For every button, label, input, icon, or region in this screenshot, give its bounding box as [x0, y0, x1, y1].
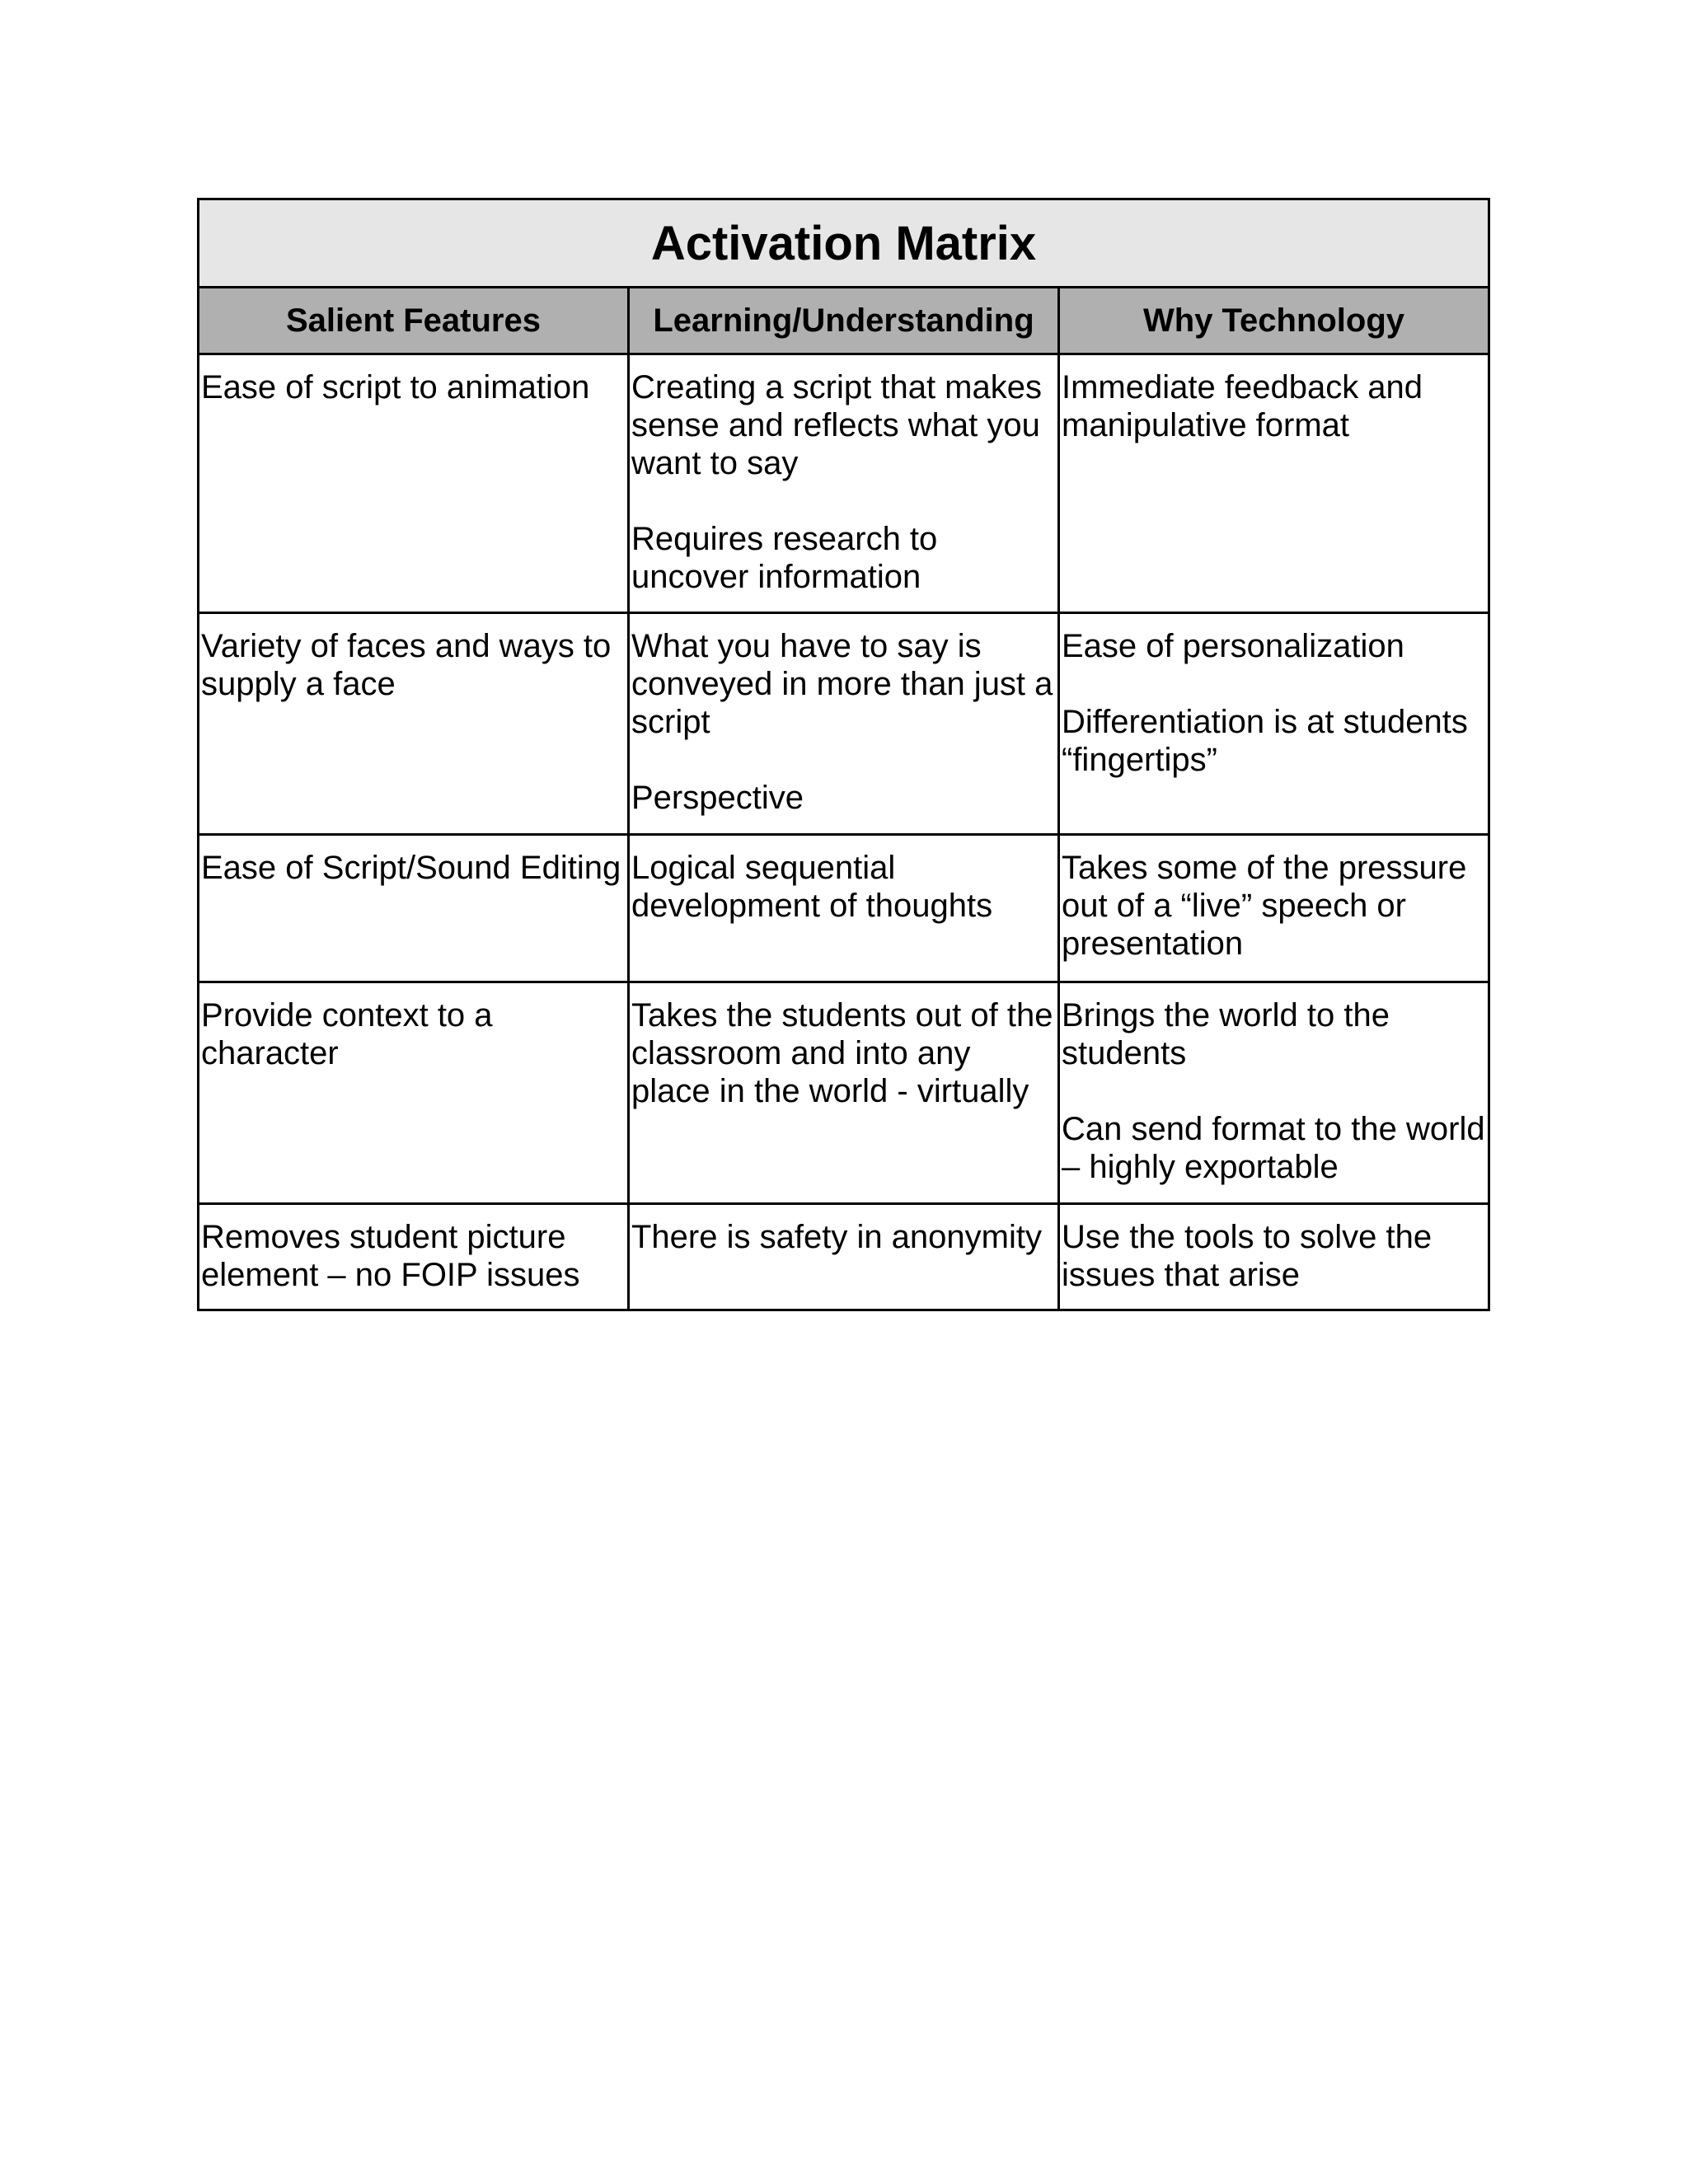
cell-text: Use the tools to solve the issues that arise — [1062, 1219, 1432, 1293]
salient-cell — [199, 982, 629, 1204]
cell-text: Can send format to the world – highly exportable — [1062, 1111, 1485, 1185]
why-cell — [1059, 613, 1489, 835]
why-cell — [1059, 835, 1489, 982]
why-cell — [1059, 1204, 1489, 1310]
salient-cell — [199, 354, 629, 613]
cell-text: Removes student picture element – no FOIP issues — [201, 1219, 580, 1293]
cell-text: Immediate feedback and manipulative format — [1062, 369, 1423, 443]
why-cell — [1059, 354, 1489, 613]
why-cell — [1059, 982, 1489, 1204]
header-salient-features: Salient Features — [199, 288, 629, 354]
cell-text: Variety of faces and ways to supply a face — [201, 628, 612, 702]
salient-cell — [199, 1204, 629, 1310]
header-learning-understanding: Learning/Understanding — [629, 288, 1059, 354]
table-row — [199, 613, 1489, 835]
table-row — [199, 835, 1489, 982]
title-row — [199, 199, 1489, 288]
cell-text: Takes some of the pressure out of a “live” speech or presentation — [1062, 850, 1467, 962]
cell-text: Takes the students out of the classroom and into any place in the world - virtually — [631, 997, 1053, 1109]
learning-cell — [629, 354, 1059, 613]
cell-text: Brings the world to the students — [1062, 997, 1390, 1071]
cell-text: Logical sequential development of thoughts — [631, 850, 993, 924]
header-row — [199, 288, 1489, 354]
matrix-title: Activation Matrix — [199, 199, 1489, 288]
cell-text: Ease of Script/Sound Editing — [201, 850, 621, 886]
cell-text: Ease of personalization — [1062, 628, 1404, 664]
learning-cell — [629, 613, 1059, 835]
activation-matrix-table — [197, 198, 1490, 1311]
cell-text: There is safety in anonymity — [631, 1219, 1042, 1255]
learning-cell — [629, 1204, 1059, 1310]
learning-cell — [629, 982, 1059, 1204]
cell-text: What you have to say is conveyed in more than just a script — [631, 628, 1053, 740]
cell-text: Perspective — [631, 780, 804, 816]
header-why-technology: Why Technology — [1059, 288, 1489, 354]
table-row — [199, 1204, 1489, 1310]
cell-text: Requires research to uncover information — [631, 521, 938, 595]
cell-text: Creating a script that makes sense and reflects what you want to say — [631, 369, 1042, 481]
table-row — [199, 354, 1489, 613]
cell-text: Differentiation is at students “fingertips” — [1062, 704, 1468, 778]
cell-text: Ease of script to animation — [201, 369, 590, 405]
learning-cell — [629, 835, 1059, 982]
cell-text: Provide context to a character — [201, 997, 493, 1071]
salient-cell — [199, 613, 629, 835]
table-row — [199, 982, 1489, 1204]
salient-cell — [199, 835, 629, 982]
